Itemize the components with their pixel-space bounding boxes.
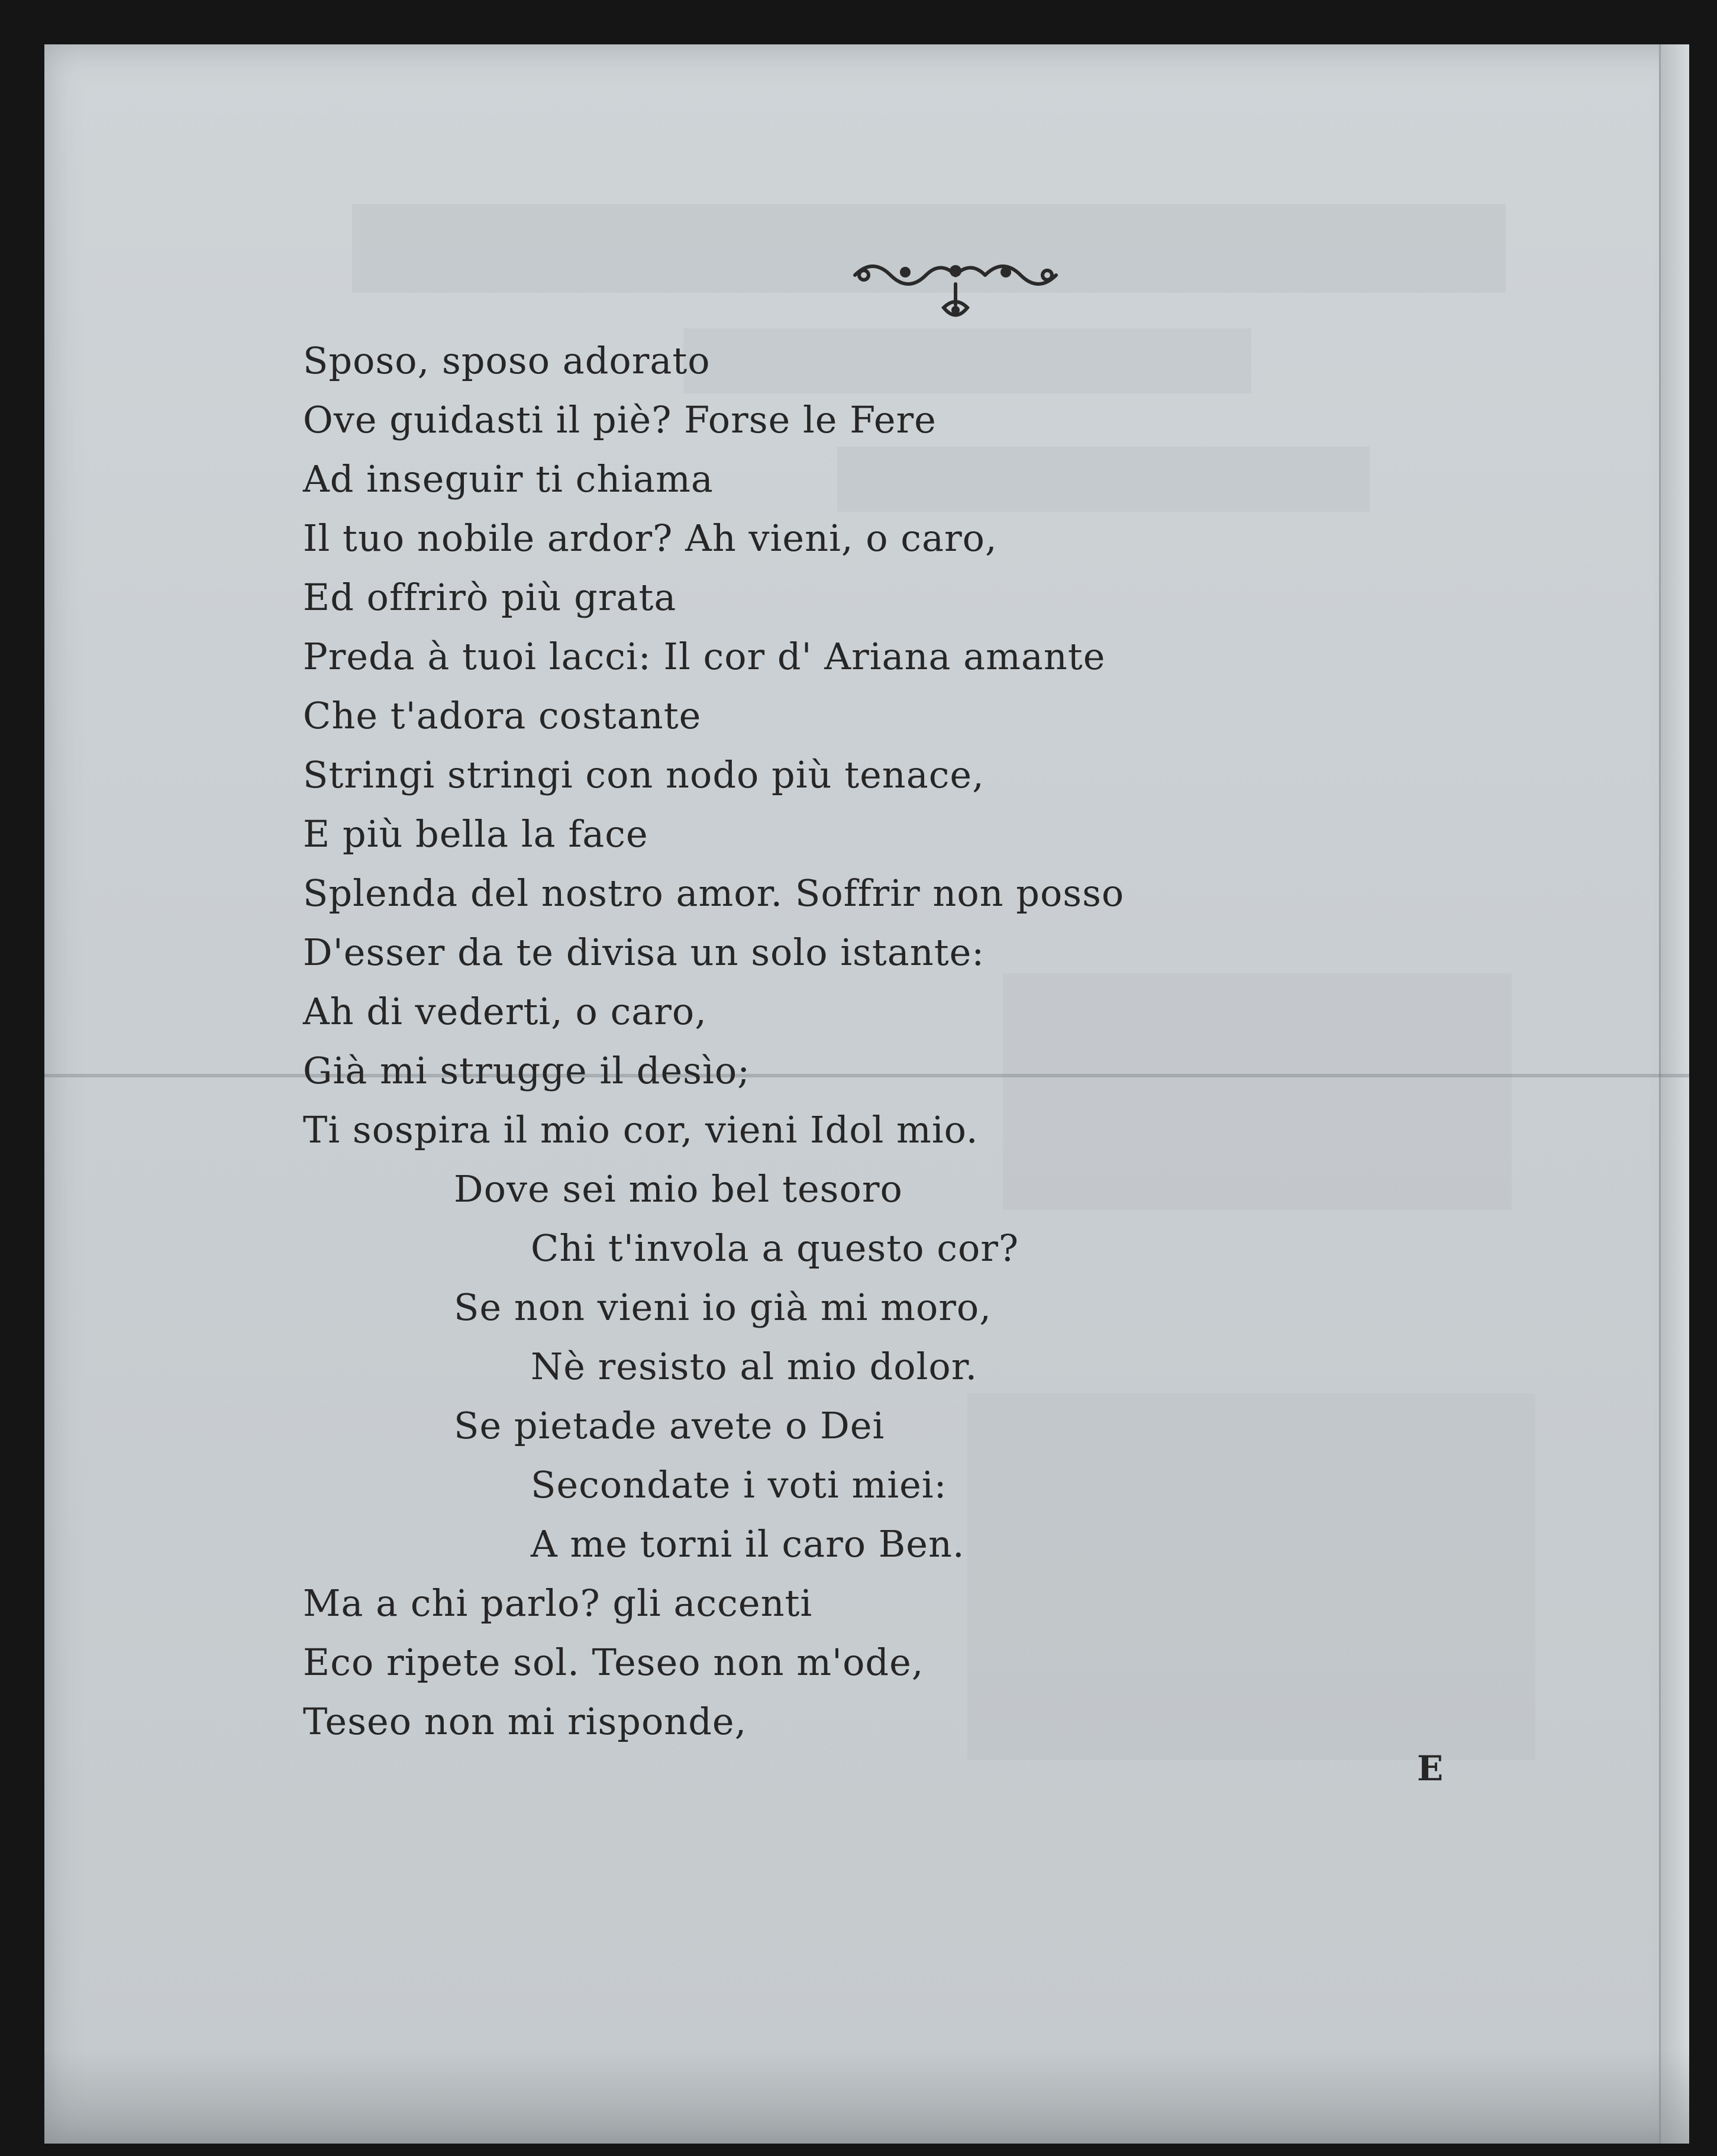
poem-line: Già mi strugge il desìo; — [303, 1049, 751, 1092]
poem-line: A me torni il caro Ben. — [531, 1522, 965, 1566]
poem-line: Ad inseguir ti chiama — [303, 457, 714, 501]
poem-line: Eco ripete sol. Teseo non m'ode, — [303, 1641, 924, 1684]
catchword: E — [1417, 1748, 1444, 1789]
poem-line: Ti sospira il mio cor, vieni Idol mio. — [303, 1108, 979, 1151]
poem-line: Sposo, sposo adorato — [303, 339, 711, 382]
poem-line: Secondate i voti miei: — [531, 1463, 947, 1506]
poem-line: Ma a chi parlo? gli accenti — [303, 1582, 813, 1625]
poem-line: Se pietade avete o Dei — [454, 1404, 885, 1447]
poem-line: Preda à tuoi lacci: Il cor d' Ariana amante — [303, 635, 1106, 678]
fleuron-ornament-icon — [849, 248, 1062, 337]
poem-line: Dove sei mio bel tesoro — [454, 1167, 903, 1211]
poem-line: D'esser da te divisa un solo istante: — [303, 931, 985, 974]
poem-line: Se non vieni io già mi moro, — [454, 1286, 992, 1329]
poem-line: Ed offrirò più grata — [303, 576, 677, 619]
poem-text — [303, 331, 1545, 1751]
poem-line: Teseo non mi risponde, — [303, 1700, 747, 1743]
poem-line: Che t'adora costante — [303, 694, 702, 737]
poem-line: Chi t'invola a questo cor? — [531, 1227, 1019, 1270]
bottom-crease — [44, 2049, 1689, 2144]
poem-line: Nè resisto al mio dolor. — [531, 1345, 978, 1388]
poem-line: Il tuo nobile ardor? Ah vieni, o caro, — [303, 517, 998, 560]
right-fold-edge — [1659, 44, 1689, 2144]
poem-line: Splenda del nostro amor. Soffrir non posso — [303, 872, 1125, 915]
poem-line: E più bella la face — [303, 812, 648, 856]
poem-line: Ah di vederti, o caro, — [303, 990, 707, 1033]
poem-line: Ove guidasti il piè? Forse le Fere — [303, 398, 937, 441]
poem-line: Stringi stringi con nodo più tenace, — [303, 753, 985, 796]
